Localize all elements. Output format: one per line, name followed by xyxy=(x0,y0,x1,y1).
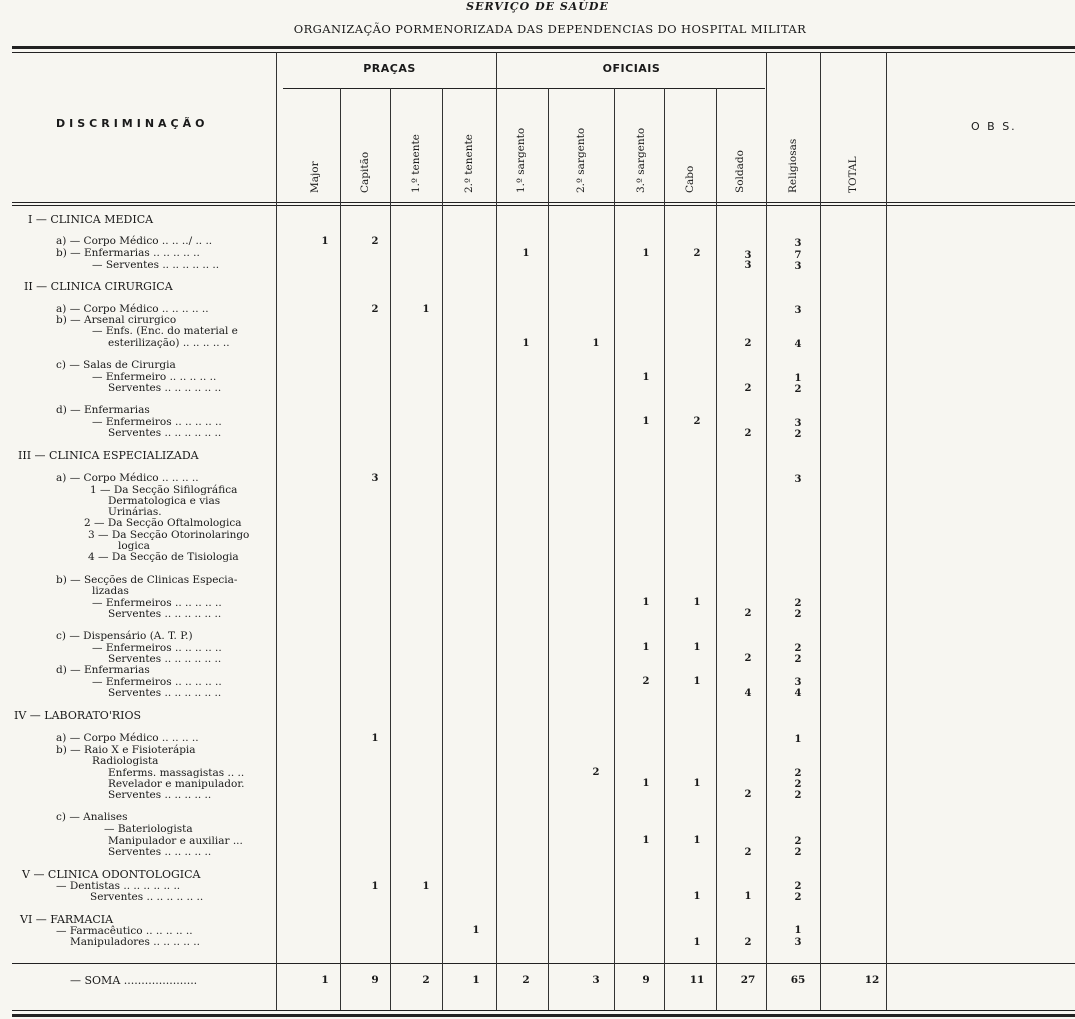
group-rule xyxy=(283,88,765,89)
col-divider xyxy=(614,88,615,1010)
row-label: Dermatologica e vias xyxy=(108,495,221,507)
service-title: SERVIÇO DE SAÚDE xyxy=(466,0,609,13)
cell-value: 3 xyxy=(794,418,802,429)
cell-value: 4 xyxy=(794,339,802,350)
row-label: Revelador e manipulador. xyxy=(108,778,245,790)
section-title: V — CLINICA ODONTOLOGICA xyxy=(22,868,201,881)
section-title: VI — FARMACIA xyxy=(20,913,114,926)
row-label: c) — Analises xyxy=(56,811,128,823)
row-label: — Bateriologista xyxy=(104,823,193,835)
section-title: I — CLINICA MEDICA xyxy=(28,213,154,226)
col-2-tenente: 2.º tenente xyxy=(463,134,475,193)
cell-value: 1 xyxy=(642,416,650,427)
cell-value: 1 xyxy=(693,778,701,789)
soma-label: — SOMA ..................... xyxy=(70,974,198,987)
row-label: Urinárias. xyxy=(108,506,162,518)
row-label: b) — Raio X e Fisioterápia xyxy=(56,744,196,756)
row-label: a) — Corpo Médico .. .. .. .. .. xyxy=(56,303,209,315)
row-label: b) — Arsenal cirurgico xyxy=(56,314,177,326)
soma-value: 1 xyxy=(321,974,329,986)
col-divider xyxy=(548,88,549,1010)
top-rule-thin xyxy=(12,52,1075,53)
col-divider xyxy=(886,52,887,1010)
cell-value: 2 xyxy=(693,416,701,427)
cell-value: 2 xyxy=(744,383,752,394)
col-divider xyxy=(716,88,717,1010)
cell-value: 1 xyxy=(592,338,600,349)
cell-value: 1 xyxy=(642,778,650,789)
col-divider xyxy=(766,52,767,1010)
cell-value: 1 xyxy=(371,881,379,892)
row-label: — Dentistas .. .. .. .. .. .. xyxy=(56,880,181,892)
cell-value: 2 xyxy=(794,892,802,903)
cell-value: 1 xyxy=(693,835,701,846)
col-1-tenente: 1.º tenente xyxy=(410,134,422,193)
cell-value: 1 xyxy=(371,733,379,744)
cell-value: 2 xyxy=(794,609,802,620)
row-label: b) — Enfermarias .. .. .. .. .. xyxy=(56,247,200,259)
cell-value: 2 xyxy=(794,429,802,440)
col-divider xyxy=(276,52,277,1010)
col-1-sargento: 1.º sargento xyxy=(515,127,527,193)
row-label: c) — Dispensário (A. T. P.) xyxy=(56,630,193,642)
row-label: — Serventes .. .. .. .. .. .. xyxy=(92,259,220,271)
cell-value: 3 xyxy=(794,305,802,316)
col-divider xyxy=(664,88,665,1010)
cell-value: 3 xyxy=(794,261,802,272)
cell-value: 1 xyxy=(642,597,650,608)
cell-value: 1 xyxy=(522,338,530,349)
section-title: IV — LABORATO'RIOS xyxy=(14,709,142,722)
cell-value: 2 xyxy=(592,767,600,778)
row-label: a) — Corpo Médico .. .. .. .. xyxy=(56,472,199,484)
soma-value: 9 xyxy=(371,974,379,986)
cell-value: 1 xyxy=(472,925,480,936)
cell-value: 2 xyxy=(744,937,752,948)
cell-value: 2 xyxy=(744,338,752,349)
soma-value: 2 xyxy=(522,974,530,986)
row-label: Serventes .. .. .. .. .. xyxy=(108,846,212,858)
col-cabo: Cabo xyxy=(684,165,696,193)
col-divider xyxy=(340,88,341,1010)
soma-value: 27 xyxy=(740,974,756,986)
cell-value: 1 xyxy=(744,891,752,902)
row-label: Serventes .. .. .. .. .. .. xyxy=(108,382,222,394)
col-3-sargento: 3.º sargento xyxy=(635,127,647,193)
cell-value: 3 xyxy=(371,473,379,484)
top-rule-thick xyxy=(12,46,1075,49)
row-label: Serventes .. .. .. .. .. .. xyxy=(108,608,222,620)
row-label: d) — Enfermarias xyxy=(56,664,150,676)
cell-value: 2 xyxy=(794,881,802,892)
cell-value: 2 xyxy=(794,654,802,665)
row-label: 4 — Da Secção de Tisiologia xyxy=(88,551,239,563)
cell-value: 2 xyxy=(744,653,752,664)
cell-value: 1 xyxy=(422,881,430,892)
row-label: — Enfermeiros .. .. .. .. .. xyxy=(92,676,222,688)
cell-value: 3 xyxy=(744,250,752,261)
cell-value: 2 xyxy=(794,779,802,790)
cell-value: 2 xyxy=(744,847,752,858)
row-label: b) — Secções de Clinicas Especia- xyxy=(56,574,238,586)
row-label: Manipulador e auxiliar ... xyxy=(108,835,243,847)
cell-value: 1 xyxy=(693,937,701,948)
row-label: Serventes .. .. .. .. .. .. xyxy=(90,891,204,903)
soma-value: 9 xyxy=(642,974,650,986)
soma-value: 11 xyxy=(689,974,705,986)
obs-header: O B S. xyxy=(971,120,1017,133)
row-label: a) — Corpo Médico .. .. .. .. xyxy=(56,732,199,744)
soma-value: 12 xyxy=(864,974,880,986)
soma-value: 3 xyxy=(592,974,600,986)
row-label: — Enfs. (Enc. do material e xyxy=(92,325,238,337)
cell-value: 3 xyxy=(794,238,802,249)
row-label: 1 — Da Secção Sifilográfica xyxy=(90,484,238,496)
cell-value: 1 xyxy=(522,248,530,259)
cell-value: 3 xyxy=(794,937,802,948)
col-divider xyxy=(820,52,821,1010)
cell-value: 1 xyxy=(642,835,650,846)
row-label: esterilização) .. .. .. .. .. xyxy=(108,337,230,349)
cell-value: 2 xyxy=(794,598,802,609)
row-label: — Farmacêutico .. .. .. .. .. xyxy=(56,925,193,937)
cell-value: 3 xyxy=(744,260,752,271)
header-bottom-rule xyxy=(12,202,1075,203)
col-total: TOTAL xyxy=(847,156,859,193)
row-label: — Enfermeiro .. .. .. .. .. xyxy=(92,371,217,383)
cell-value: 2 xyxy=(794,790,802,801)
soma-value: 1 xyxy=(472,974,480,986)
cell-value: 1 xyxy=(321,236,329,247)
cell-value: 2 xyxy=(794,384,802,395)
cell-value: 2 xyxy=(744,608,752,619)
row-label: Serventes .. .. .. .. .. .. xyxy=(108,653,222,665)
group-oficiais: OFICIAIS xyxy=(602,62,661,75)
row-label: — Enfermeiros .. .. .. .. .. xyxy=(92,642,222,654)
col-divider xyxy=(442,88,443,1010)
soma-value: 2 xyxy=(422,974,430,986)
col-2-sargento: 2.º sargento xyxy=(575,127,587,193)
row-label: — Enfermeiros .. .. .. .. .. xyxy=(92,416,222,428)
discriminacao-header: DISCRIMINAÇÃO xyxy=(56,117,209,130)
cell-value: 2 xyxy=(371,304,379,315)
document-title: ORGANIZAÇÃO PORMENORIZADA DAS DEPENDENCIAS DO HOSPITAL MILITAR xyxy=(293,22,807,36)
row-label: d) — Enfermarias xyxy=(56,404,150,416)
cell-value: 2 xyxy=(744,428,752,439)
row-label: Serventes .. .. .. .. .. .. xyxy=(108,687,222,699)
row-label: c) — Salas de Cirurgia xyxy=(56,359,176,371)
col-capitao: Capitão xyxy=(359,151,371,193)
cell-value: 1 xyxy=(794,373,802,384)
cell-value: 1 xyxy=(794,925,802,936)
cell-value: 2 xyxy=(744,789,752,800)
row-label: Manipuladores .. .. .. .. .. xyxy=(70,936,200,948)
col-divider xyxy=(390,88,391,1010)
cell-value: 3 xyxy=(794,677,802,688)
col-major: Major xyxy=(309,161,321,193)
cell-value: 1 xyxy=(794,734,802,745)
cell-value: 1 xyxy=(642,642,650,653)
cell-value: 1 xyxy=(693,891,701,902)
cell-value: 2 xyxy=(794,643,802,654)
col-religiosas: Religiosas xyxy=(787,138,799,193)
row-label: 3 — Da Secção Otorinolaringo xyxy=(88,529,250,541)
cell-value: 2 xyxy=(642,676,650,687)
row-label: lizadas xyxy=(92,585,129,597)
row-label: a) — Corpo Médico .. .. ../ .. .. xyxy=(56,235,213,247)
row-label: Radiologista xyxy=(92,755,159,767)
row-label: 2 — Da Secção Oftalmologica xyxy=(84,517,242,529)
section-title: III — CLINICA ESPECIALIZADA xyxy=(18,449,199,462)
row-label: logica xyxy=(118,540,150,552)
soma-rule xyxy=(12,963,1075,964)
cell-value: 1 xyxy=(693,597,701,608)
cell-value: 2 xyxy=(693,248,701,259)
col-divider xyxy=(496,52,497,1010)
row-label: — Enfermeiros .. .. .. .. .. xyxy=(92,597,222,609)
bottom-rule-thick xyxy=(12,1014,1075,1017)
cell-value: 1 xyxy=(642,248,650,259)
cell-value: 4 xyxy=(744,688,752,699)
cell-value: 3 xyxy=(794,474,802,485)
row-label: Serventes .. .. .. .. .. xyxy=(108,789,212,801)
soma-value: 65 xyxy=(790,974,806,986)
cell-value: 1 xyxy=(693,676,701,687)
cell-value: 2 xyxy=(794,768,802,779)
cell-value: 2 xyxy=(794,847,802,858)
cell-value: 2 xyxy=(371,236,379,247)
group-pracas: PRAÇAS xyxy=(363,62,416,75)
cell-value: 1 xyxy=(693,642,701,653)
cell-value: 1 xyxy=(422,304,430,315)
row-label: Serventes .. .. .. .. .. .. xyxy=(108,427,222,439)
cell-value: 7 xyxy=(794,250,802,261)
section-title: II — CLINICA CIRURGICA xyxy=(24,280,173,293)
cell-value: 4 xyxy=(794,688,802,699)
col-soldado: Soldado xyxy=(734,150,746,193)
cell-value: 2 xyxy=(794,836,802,847)
cell-value: 1 xyxy=(642,372,650,383)
row-label: Enferms. massagistas .. .. xyxy=(108,767,245,779)
header-bottom-rule-2 xyxy=(12,205,1075,206)
bottom-rule-thin xyxy=(12,1010,1075,1011)
